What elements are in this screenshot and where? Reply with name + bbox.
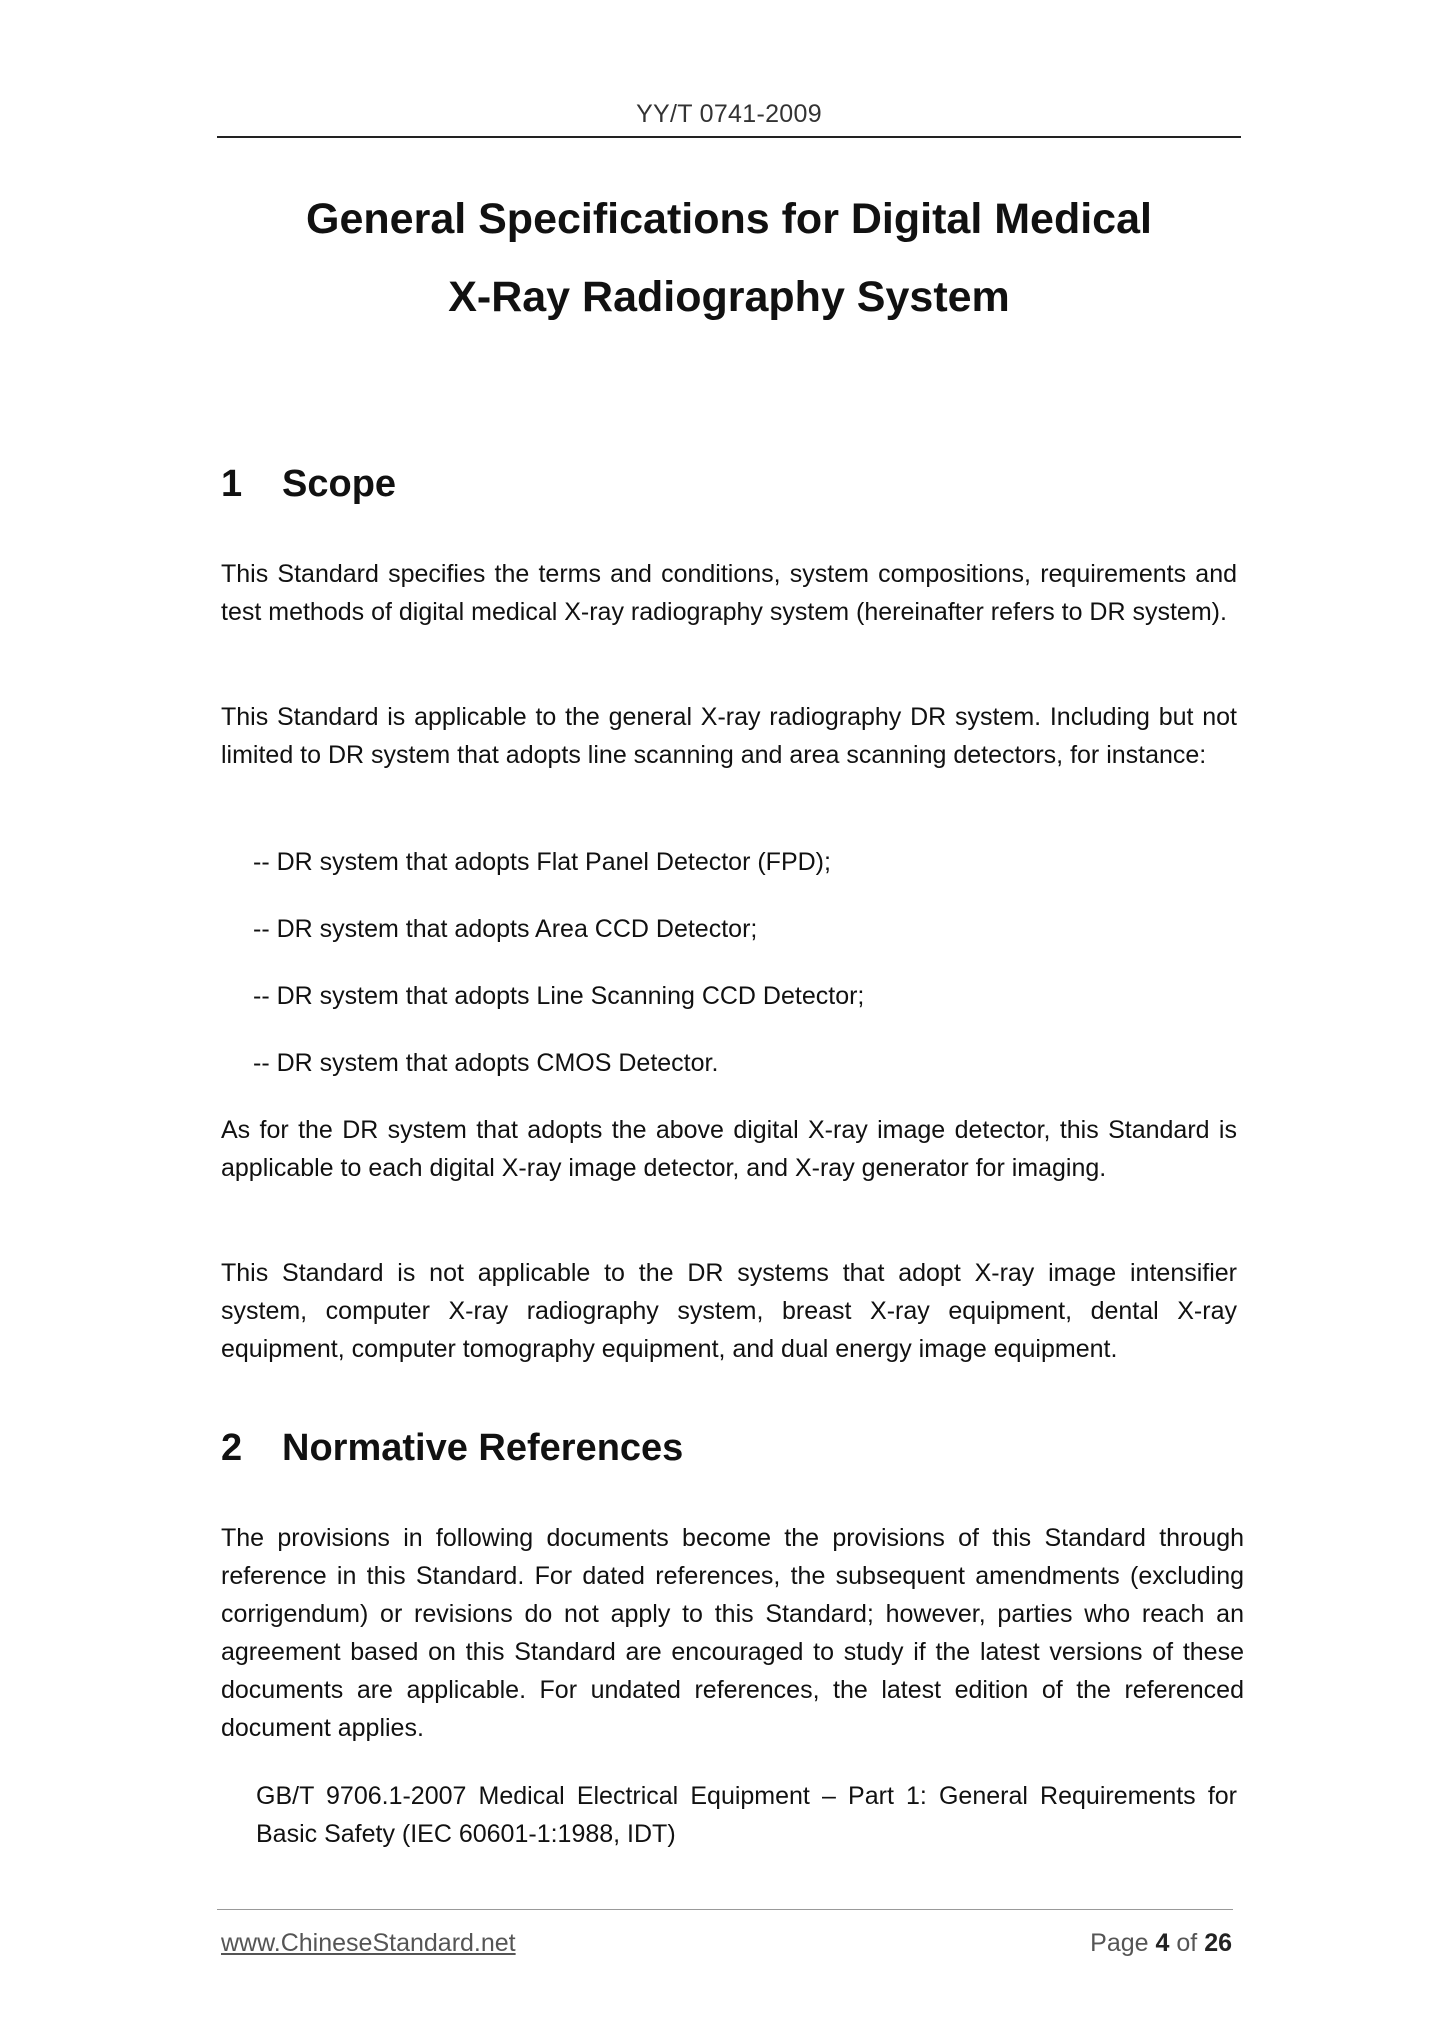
section-1-title: Scope xyxy=(282,463,397,505)
section-1-heading xyxy=(221,463,396,506)
website-link[interactable]: www.ChineseStandard.net xyxy=(221,1929,516,1957)
page-total: 26 xyxy=(1204,1929,1232,1957)
scope-bullet-line-ccd: -- DR system that adopts Line Scanning CCD Detector; xyxy=(253,982,865,1010)
reference-gb-t-9706-1: GB/T 9706.1-2007 Medical Electrical Equipment – Part 1: General Requirements for Basic Safety (IEC 60601-1:1988, IDT) xyxy=(256,1782,1237,1848)
scope-bullet-fpd: -- DR system that adopts Flat Panel Detector (FPD); xyxy=(253,848,831,876)
footer-divider xyxy=(217,1909,1233,1910)
section-1-number: 1 xyxy=(221,463,243,505)
section-2-number: 2 xyxy=(221,1427,243,1469)
header-divider xyxy=(217,136,1241,138)
scope-bullet-area-ccd: -- DR system that adopts Area CCD Detector; xyxy=(253,915,758,943)
scope-paragraph-1: This Standard specifies the terms and conditions, system compositions, requirements and test methods of digital medical X-ray radiography system (hereinafter refers to DR system). xyxy=(221,560,1237,626)
title-line-2: X-Ray Radiography System xyxy=(448,273,1010,321)
page-of: of xyxy=(1176,1929,1198,1957)
page-prefix: Page xyxy=(1090,1929,1149,1957)
document-title xyxy=(217,180,1241,336)
scope-paragraph-3: As for the DR system that adopts the above digital X-ray image detector, this Standard is applicable to each digital X-ray image detector, and X-ray generator for imaging. xyxy=(221,1116,1237,1182)
document-code-header: YY/T 0741-2009 xyxy=(636,100,822,128)
page-current: 4 xyxy=(1155,1929,1170,1957)
section-2-heading xyxy=(221,1427,683,1470)
scope-bullet-cmos: -- DR system that adopts CMOS Detector. xyxy=(253,1049,719,1077)
normative-references-paragraph: The provisions in following documents become the provisions of this Standard through reference in this Standard. For dated references, the subsequent amendments (excluding corrigendum) or revisions do not apply to this Standard; however, parties who reach an agreement based on this Standard are encouraged to study if the latest versions of these documents are applicable. For undated references, the latest edition of the referenced document applies. xyxy=(221,1524,1244,1742)
scope-paragraph-2: This Standard is applicable to the general X-ray radiography DR system. Including but not limited to DR system that adopts line scanning and area scanning detectors, for instance: xyxy=(221,703,1237,769)
scope-paragraph-4: This Standard is not applicable to the DR systems that adopt X-ray image intensifier system, computer X-ray radiography system, breast X-ray equipment, dental X-ray equipment, computer tomography equipment, and dual energy image equipment. xyxy=(221,1259,1237,1363)
page-number xyxy=(1090,1929,1232,1958)
section-2-title: Normative References xyxy=(282,1427,684,1469)
title-line-1: General Specifications for Digital Medical xyxy=(306,195,1152,243)
